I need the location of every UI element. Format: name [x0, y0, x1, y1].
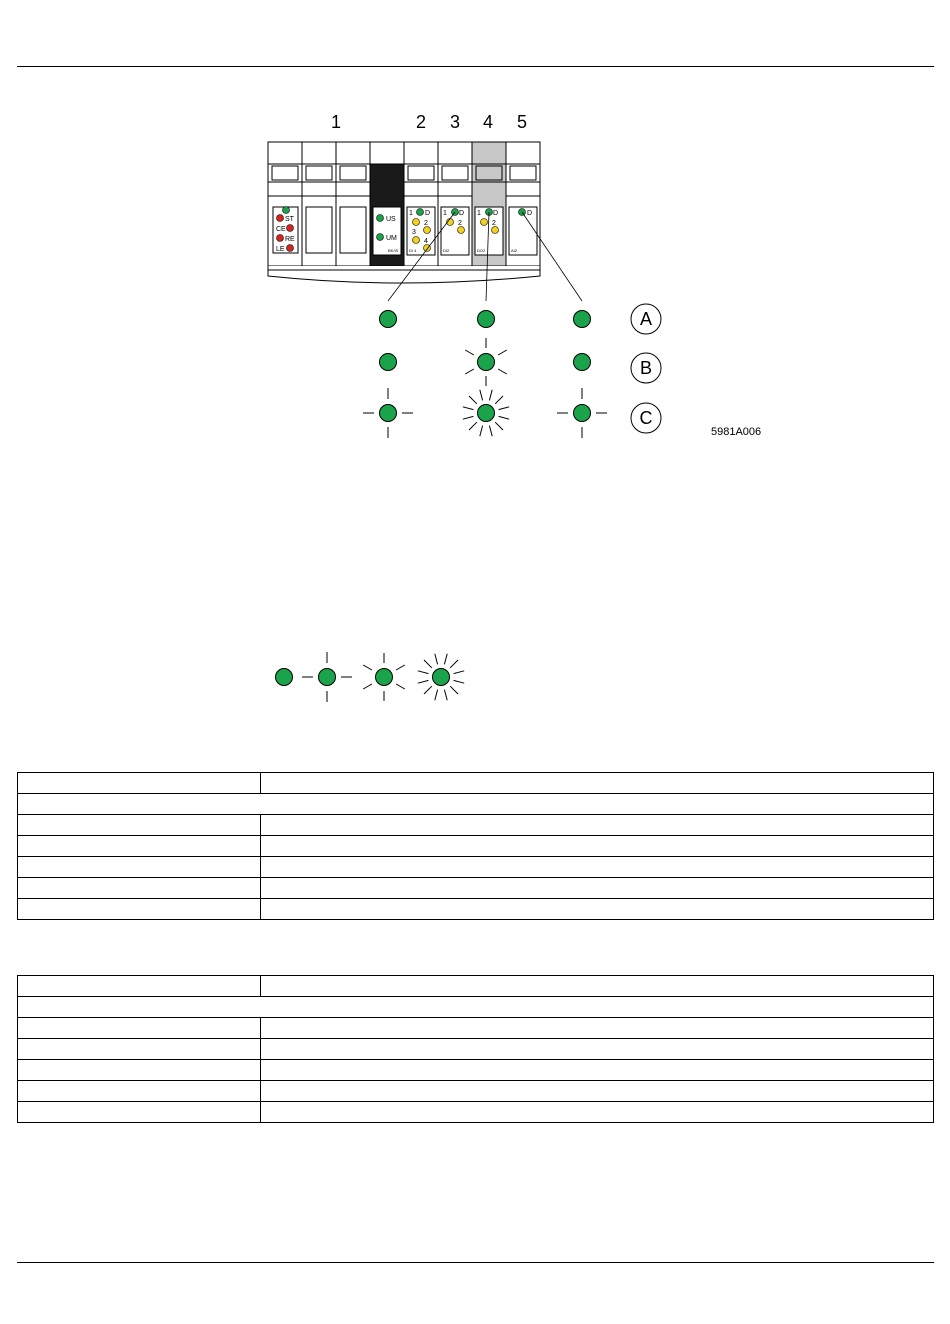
state-label-a: A [639, 309, 653, 329]
module-rack [268, 142, 540, 283]
table-cell [18, 899, 261, 920]
table-cell [18, 1102, 261, 1123]
module-number-2: 2 [415, 112, 427, 132]
state-led-b-2 [465, 338, 507, 386]
table-2 [17, 975, 934, 1123]
di4-led-4: 4 [424, 238, 428, 245]
di2-led-1: 1 [443, 210, 447, 217]
di2-led-2: 2 [458, 220, 462, 227]
ai2-module-tag: AI2 [511, 248, 518, 253]
table-cell [18, 1018, 261, 1039]
table-cell [18, 976, 261, 997]
ai2-led-d: D [527, 210, 533, 217]
di4-led-d: D [425, 210, 431, 217]
table-cell [18, 1039, 261, 1060]
bus-module-tag: BK/IS [388, 248, 399, 253]
legend-led-blinking [363, 653, 405, 701]
bus-led-us: US [386, 216, 396, 223]
table-row [18, 1081, 934, 1102]
state-led-a-3 [574, 311, 591, 328]
state-led-c-1 [363, 388, 413, 438]
table-cell [261, 976, 934, 997]
table-cell [261, 899, 934, 920]
table-1 [17, 772, 934, 920]
do2-led-d: D [493, 210, 499, 217]
module-number-3: 3 [449, 112, 461, 132]
state-led-a-2 [478, 311, 495, 328]
table-row [18, 1018, 934, 1039]
state-led-matrix [363, 311, 607, 439]
table-cell [18, 815, 261, 836]
table-cell [261, 815, 934, 836]
table-row [18, 773, 934, 794]
table-row [18, 794, 934, 815]
state-labels [631, 304, 661, 433]
table-cell [18, 1081, 261, 1102]
di2-led-d: D [459, 210, 465, 217]
di4-led-2: 2 [424, 220, 428, 227]
table-cell [261, 836, 934, 857]
table-row [18, 836, 934, 857]
figure-id: 5981A006 [711, 426, 762, 438]
di4-led-3: 3 [412, 229, 416, 236]
module-number-5: 5 [516, 112, 528, 132]
table-cell [261, 1018, 934, 1039]
cpu-led-le: LE [276, 246, 285, 253]
do2-module-tag: DO2 [477, 248, 486, 253]
state-led-c-3 [557, 388, 607, 438]
state-led-a-1 [380, 311, 397, 328]
table-cell [18, 1060, 261, 1081]
table-section-cell [18, 997, 934, 1018]
table-cell [18, 773, 261, 794]
table-row [18, 1060, 934, 1081]
di4-led-1: 1 [409, 210, 413, 217]
table-row [18, 899, 934, 920]
legend-led-blinking-slow [302, 652, 352, 702]
module-number-4: 4 [482, 112, 494, 132]
module-number-1: 1 [330, 112, 342, 132]
table-cell [18, 836, 261, 857]
state-led-c-2 [463, 390, 509, 436]
state-label-b: B [639, 358, 653, 378]
legend-led-on [276, 669, 293, 686]
state-led-b-1 [380, 354, 397, 371]
table-cell [261, 1060, 934, 1081]
do2-led-2: 2 [492, 220, 496, 227]
table-cell [261, 1102, 934, 1123]
di4-module-tag: DI 4 [409, 248, 417, 253]
bus-led-um: UM [386, 235, 397, 242]
table-row [18, 1039, 934, 1060]
table-section-cell [18, 794, 934, 815]
module-led-figure [0, 0, 950, 450]
cpu-led-re: RE [285, 236, 295, 243]
table-row [18, 976, 934, 997]
state-led-b-3 [574, 354, 591, 371]
table-row [18, 997, 934, 1018]
di2-module-tag: DI2 [443, 248, 450, 253]
table-cell [18, 857, 261, 878]
table-cell [261, 1039, 934, 1060]
table-cell [261, 773, 934, 794]
table-cell [261, 857, 934, 878]
legend-led-blinking-fast [418, 654, 464, 700]
table-row [18, 1102, 934, 1123]
table-row [18, 878, 934, 899]
table-cell [18, 878, 261, 899]
table-row [18, 857, 934, 878]
bottom-rule [17, 1262, 934, 1263]
table-cell [261, 1081, 934, 1102]
cpu-led-st: ST [285, 216, 294, 223]
cpu-led-ce: CE [276, 226, 286, 233]
state-label-c: C [639, 408, 653, 428]
do2-led-1: 1 [477, 210, 481, 217]
table-row [18, 815, 934, 836]
table-cell [261, 878, 934, 899]
